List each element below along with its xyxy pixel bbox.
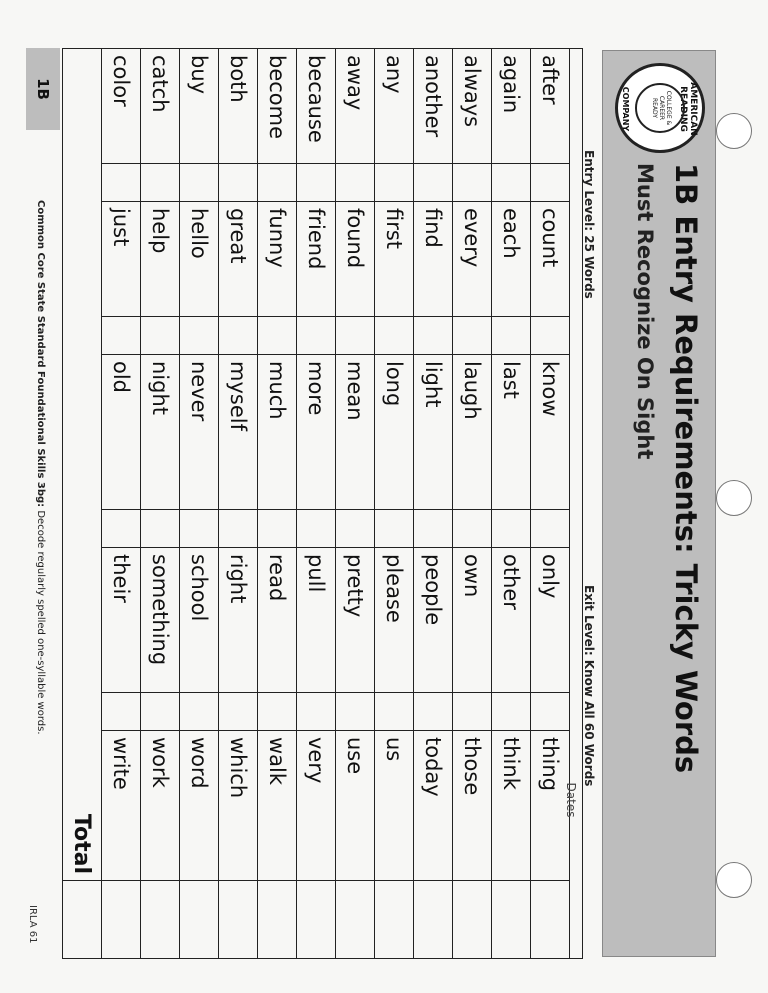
check-cell[interactable] — [102, 693, 141, 731]
word-cell: today — [414, 731, 453, 881]
word-cell: more — [297, 355, 336, 510]
check-cell[interactable] — [531, 881, 570, 959]
check-cell[interactable] — [102, 510, 141, 548]
check-cell[interactable] — [258, 693, 297, 731]
word-cell: much — [258, 355, 297, 510]
seal-top-text: AMERICAN READING — [678, 82, 698, 136]
word-cell: old — [102, 355, 141, 510]
check-cell[interactable] — [531, 164, 570, 202]
word-row — [375, 49, 414, 959]
word-cell: think — [492, 731, 531, 881]
word-cell: friend — [297, 202, 336, 317]
word-cell: those — [453, 731, 492, 881]
word-row — [414, 49, 453, 959]
check-cell[interactable] — [180, 693, 219, 731]
check-cell[interactable] — [375, 693, 414, 731]
word-cell: great — [219, 202, 258, 317]
word-cell: after — [531, 49, 570, 164]
word-cell: catch — [141, 49, 180, 164]
word-cell: only — [531, 548, 570, 693]
check-cell[interactable] — [219, 693, 258, 731]
page-subtitle: Must Recognize On Sight — [633, 163, 657, 460]
standard-footnote — [35, 200, 46, 735]
word-cell: pretty — [336, 548, 375, 693]
page-number: IRLA 61 — [27, 905, 38, 944]
word-cell: find — [414, 202, 453, 317]
check-cell[interactable] — [375, 317, 414, 355]
word-cell: their — [102, 548, 141, 693]
word-cell: read — [258, 548, 297, 693]
check-cell[interactable] — [414, 164, 453, 202]
word-cell: hello — [180, 202, 219, 317]
word-row — [336, 49, 375, 959]
seal-bottom-text: COMPANY — [621, 86, 630, 132]
word-cell: color — [102, 49, 141, 164]
word-cell: become — [258, 49, 297, 164]
word-cell: away — [336, 49, 375, 164]
check-cell[interactable] — [336, 881, 375, 959]
check-cell[interactable] — [375, 164, 414, 202]
standard-code: Common Core State Standard Foundational Skills 3bg: — [35, 200, 46, 508]
word-cell: write — [102, 731, 141, 881]
check-cell[interactable] — [102, 317, 141, 355]
check-cell[interactable] — [219, 164, 258, 202]
word-cell: night — [141, 355, 180, 510]
check-cell[interactable] — [414, 317, 453, 355]
check-cell[interactable] — [219, 881, 258, 959]
binder-hole — [716, 480, 752, 516]
check-cell[interactable] — [141, 881, 180, 959]
word-cell: first — [375, 202, 414, 317]
header-bar — [602, 50, 716, 957]
word-row — [180, 49, 219, 959]
check-cell[interactable] — [453, 164, 492, 202]
check-cell[interactable] — [453, 693, 492, 731]
check-cell[interactable] — [375, 510, 414, 548]
exit-level-label: Exit Level: Know All 60 Words — [582, 585, 596, 787]
tricky-words-table — [62, 48, 583, 959]
check-cell[interactable] — [297, 317, 336, 355]
check-cell[interactable] — [219, 510, 258, 548]
word-cell: count — [531, 202, 570, 317]
word-cell: any — [375, 49, 414, 164]
dates-label: Dates — [564, 782, 578, 818]
check-cell[interactable] — [531, 693, 570, 731]
word-cell: walk — [258, 731, 297, 881]
word-cell: us — [375, 731, 414, 881]
check-cell[interactable] — [180, 881, 219, 959]
word-cell: laugh — [453, 355, 492, 510]
word-cell: other — [492, 548, 531, 693]
check-cell[interactable] — [141, 164, 180, 202]
check-cell[interactable] — [492, 164, 531, 202]
word-cell: just — [102, 202, 141, 317]
word-cell: because — [297, 49, 336, 164]
word-cell: found — [336, 202, 375, 317]
standard-description: Decode regularly spelled one-syllable words. — [35, 510, 46, 735]
check-cell[interactable] — [180, 164, 219, 202]
word-cell: light — [414, 355, 453, 510]
word-cell: help — [141, 202, 180, 317]
check-cell[interactable] — [180, 317, 219, 355]
word-row — [492, 49, 531, 959]
page-title: 1B Entry Requirements: Tricky Words — [669, 163, 703, 774]
word-cell: myself — [219, 355, 258, 510]
word-cell: each — [492, 202, 531, 317]
word-cell: buy — [180, 49, 219, 164]
check-cell[interactable] — [492, 510, 531, 548]
total-label: Total — [63, 49, 102, 881]
word-cell: long — [375, 355, 414, 510]
word-cell: very — [297, 731, 336, 881]
check-cell[interactable] — [258, 881, 297, 959]
entry-level-label: Entry Level: 25 Words — [582, 150, 596, 299]
word-row — [141, 49, 180, 959]
total-value-cell[interactable] — [63, 881, 102, 959]
level-tab: 1B — [26, 48, 60, 130]
word-cell: please — [375, 548, 414, 693]
word-cell: both — [219, 49, 258, 164]
check-cell[interactable] — [414, 693, 453, 731]
seal-logo — [615, 63, 705, 153]
total-row — [63, 49, 102, 959]
check-cell[interactable] — [180, 510, 219, 548]
check-cell[interactable] — [258, 510, 297, 548]
word-cell: which — [219, 731, 258, 881]
word-cell: school — [180, 548, 219, 693]
check-cell[interactable] — [453, 510, 492, 548]
check-cell[interactable] — [336, 317, 375, 355]
check-cell[interactable] — [141, 693, 180, 731]
check-cell[interactable] — [297, 164, 336, 202]
word-cell: word — [180, 731, 219, 881]
word-cell: funny — [258, 202, 297, 317]
word-cell: work — [141, 731, 180, 881]
check-cell[interactable] — [258, 164, 297, 202]
word-cell: thing — [531, 731, 570, 881]
check-cell[interactable] — [414, 881, 453, 959]
word-cell: people — [414, 548, 453, 693]
check-cell[interactable] — [258, 317, 297, 355]
word-row — [258, 49, 297, 959]
check-cell[interactable] — [453, 881, 492, 959]
check-cell[interactable] — [297, 693, 336, 731]
word-cell: own — [453, 548, 492, 693]
word-cell: every — [453, 202, 492, 317]
word-cell: mean — [336, 355, 375, 510]
check-cell[interactable] — [375, 881, 414, 959]
check-cell[interactable] — [336, 510, 375, 548]
word-row — [102, 49, 141, 959]
binder-hole — [716, 862, 752, 898]
word-cell: again — [492, 49, 531, 164]
check-cell[interactable] — [219, 317, 258, 355]
word-row — [219, 49, 258, 959]
check-cell[interactable] — [102, 164, 141, 202]
check-cell[interactable] — [141, 317, 180, 355]
check-cell[interactable] — [297, 881, 336, 959]
word-cell: never — [180, 355, 219, 510]
check-cell[interactable] — [336, 164, 375, 202]
word-cell: know — [531, 355, 570, 510]
word-cell: another — [414, 49, 453, 164]
word-row — [453, 49, 492, 959]
check-cell[interactable] — [492, 317, 531, 355]
word-cell: always — [453, 49, 492, 164]
check-cell[interactable] — [102, 881, 141, 959]
check-cell[interactable] — [453, 317, 492, 355]
word-cell: use — [336, 731, 375, 881]
word-cell: right — [219, 548, 258, 693]
seal-center-text: COLLEGE & CAREER READY — [651, 90, 672, 126]
word-row — [297, 49, 336, 959]
word-cell: last — [492, 355, 531, 510]
check-cell[interactable] — [492, 881, 531, 959]
check-cell[interactable] — [531, 510, 570, 548]
check-cell[interactable] — [492, 693, 531, 731]
check-cell[interactable] — [336, 693, 375, 731]
check-cell[interactable] — [141, 510, 180, 548]
check-cell[interactable] — [414, 510, 453, 548]
word-cell: pull — [297, 548, 336, 693]
binder-hole — [716, 113, 752, 149]
check-cell[interactable] — [531, 317, 570, 355]
check-cell[interactable] — [297, 510, 336, 548]
word-cell: something — [141, 548, 180, 693]
